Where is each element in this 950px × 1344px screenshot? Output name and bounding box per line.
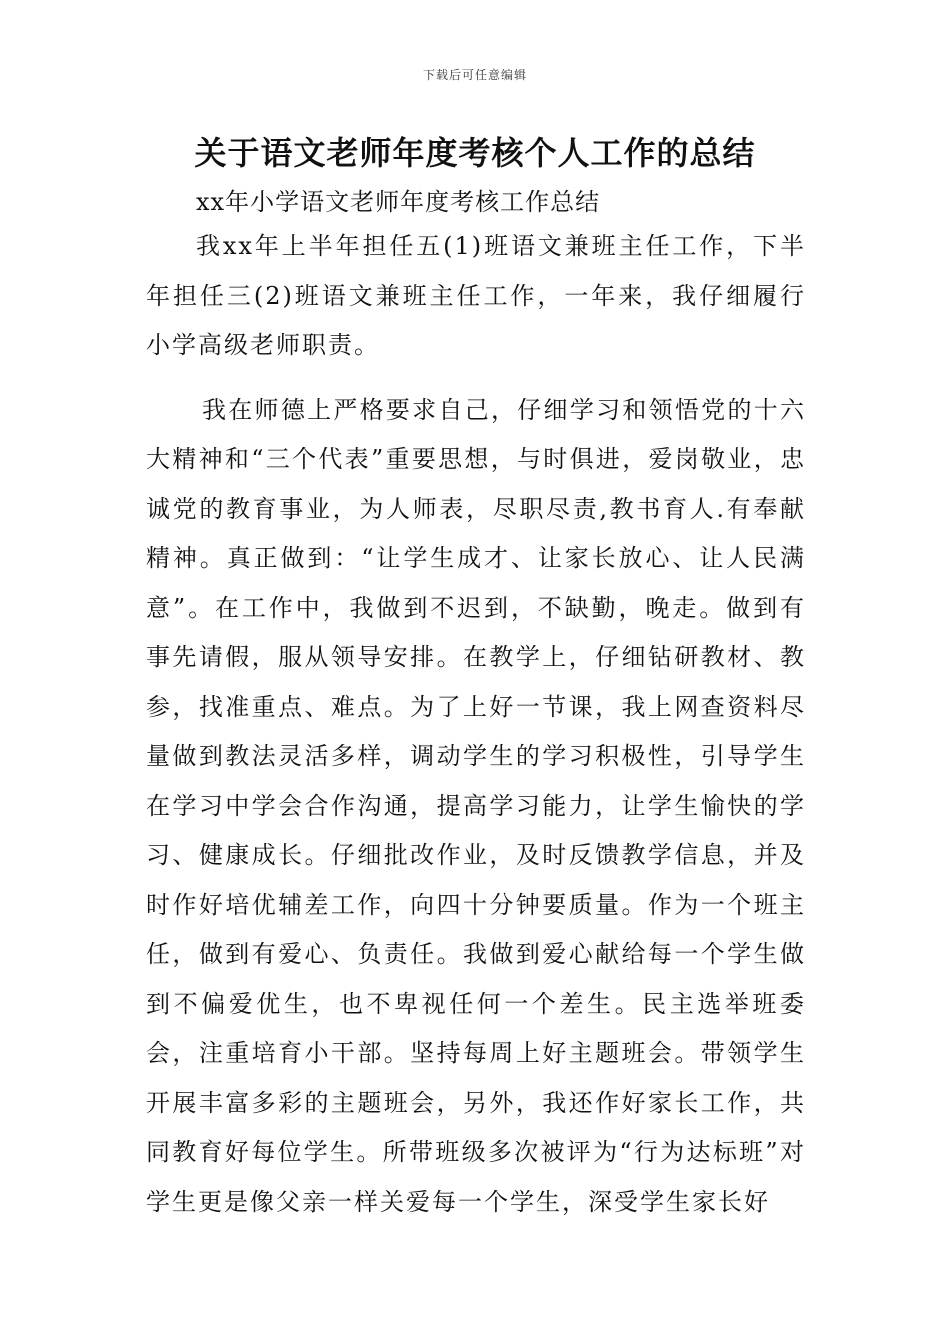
document-body <box>146 222 806 1227</box>
paragraph-2: 我在师德上严格要求自己，仔细学习和领悟党的十六大精神和“三个代表”重要思想，与时俱进，爱岗敬业，忠诚党的教育事业，为人师表，尽职尽责,教书育人.有奉献精神。真正做到：“让学生成才、让家长放心、让人民满意”。在工作中，我做到不迟到，不缺勤，晚走。做到有事先请假，服从领导安排。在教学上，仔细钻研教材、教参，找准重点、难点。为了上好一节课，我上网查资料尽量做到教法灵活多样，调动学生的学习积极性，引导学生在学习中学会合作沟通，提高学习能力，让学生愉快的学习、健康成长。仔细批改作业，及时反馈教学信息，并及时作好培优辅差工作，向四十分钟要质量。作为一个班主任，做到有爱心、负责任。我做到爱心献给每一个学生做到不偏爱优生，也不卑视任何一个差生。民主选举班委会，注重培育小干部。坚持每周上好主题班会。带领学生开展丰富多彩的主题班会，另外，我还作好家长工作，共同教育好每位学生。所带班级多次被评为“行为达标班”对学生更是像父亲一样关爱每一个学生，深受学生家长好 <box>146 395 806 1216</box>
document-subtitle: xx年小学语文老师年度考核工作总结 <box>196 188 601 216</box>
document-title: 关于语文老师年度考核个人工作的总结 <box>194 134 756 172</box>
paragraph-1: 我xx年上半年担任五(1)班语文兼班主任工作，下半年担任三(2)班语文兼班主任工作，一年来，我仔细履行小学高级老师职责。 <box>146 232 806 359</box>
header-note: 下载后可任意编辑 <box>422 68 527 82</box>
